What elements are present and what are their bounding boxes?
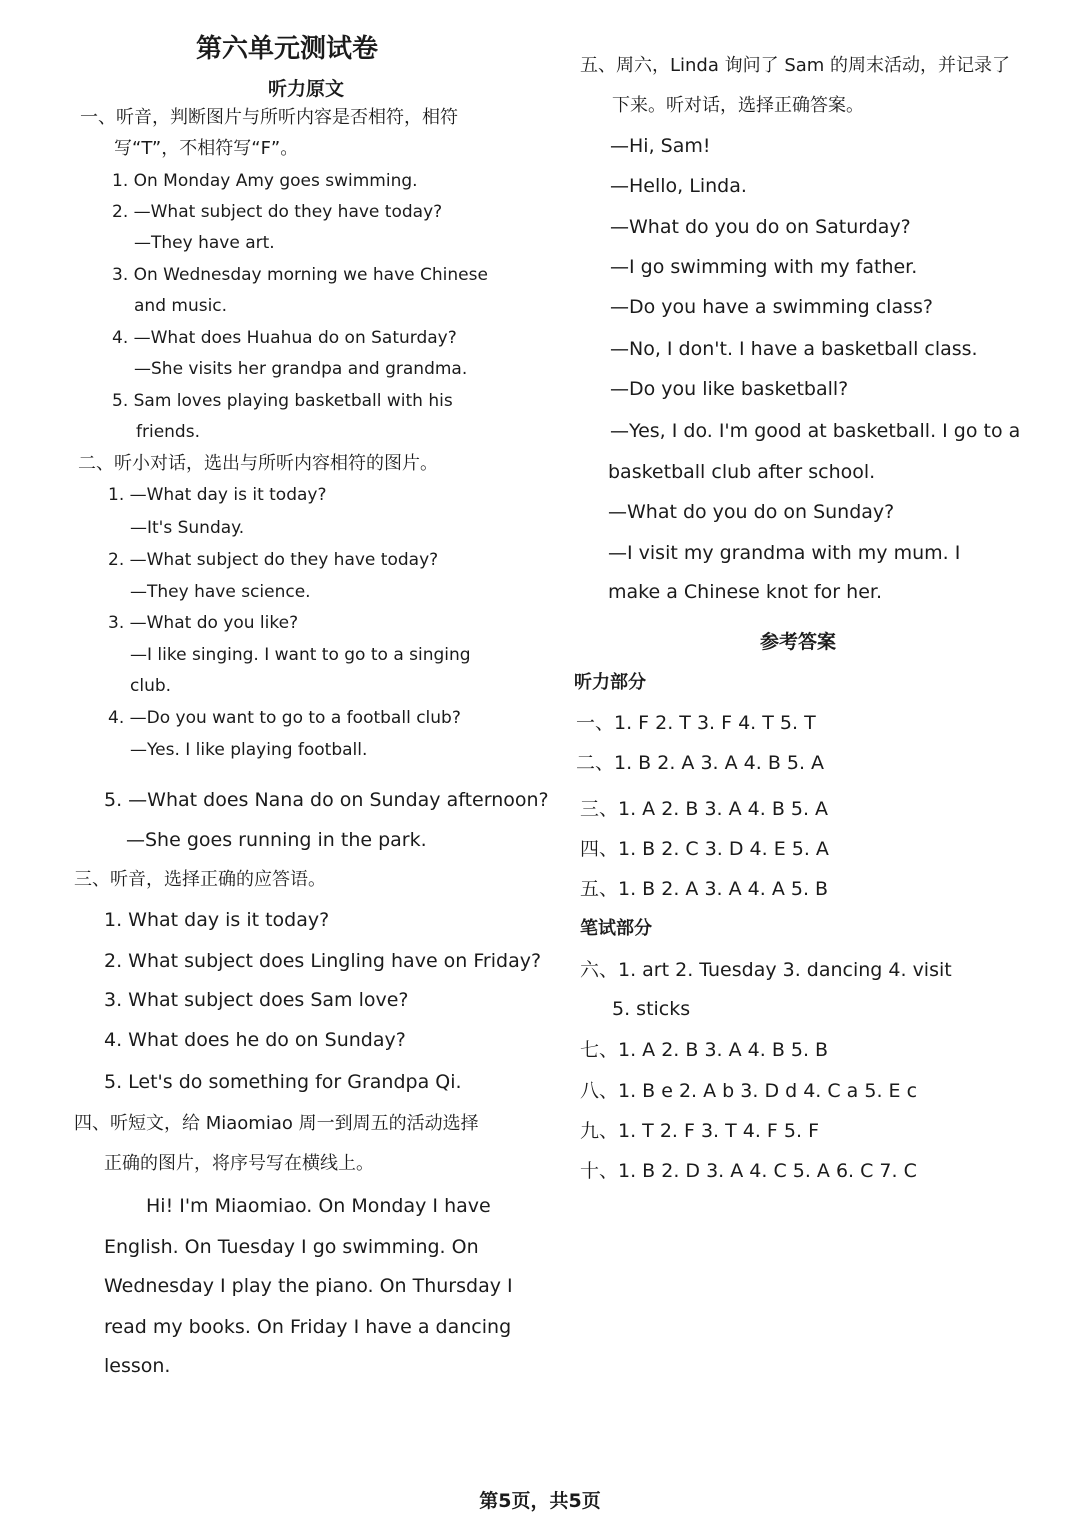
section4-instruction-cont: 正确的图片，将序号写在横线上。 [104, 1153, 374, 1174]
answer-row: 八、1. B e 2. A b 3. D d 4. C a 5. E c [580, 1080, 918, 1102]
section2-item: —They have science. [130, 582, 311, 602]
section2-item: 5. —What does Nana do on Sunday afternoon? [104, 789, 549, 811]
page-title: 第六单元测试卷 [196, 34, 379, 64]
section1-instruction-cont: 写“T”，不相符写“F”。 [114, 138, 299, 159]
section2-item: 3. —What do you like? [108, 613, 299, 633]
dialogue-line: —I visit my grandma with my mum. I [608, 542, 961, 564]
section2-item: —It's Sunday. [130, 518, 245, 538]
section4-passage-line: read my books. On Friday I have a dancing [104, 1316, 512, 1338]
dialogue-line: —Do you like basketball? [610, 378, 849, 400]
answer-row: 四、1. B 2. C 3. D 4. E 5. A [580, 838, 829, 860]
section1-item: —She visits her grandpa and grandma. [134, 359, 468, 379]
section5-instruction: 五、周六，Linda 询问了 Sam 的周末活动，并记录了 [580, 55, 1011, 76]
answer-row: 一、1. F 2. T 3. F 4. T 5. T [576, 712, 816, 734]
section1-item: 2. —What subject do they have today? [112, 202, 443, 222]
dialogue-line: —I go swimming with my father. [610, 256, 918, 278]
dialogue-line: —What do you do on Sunday? [608, 501, 895, 523]
answer-row: 5. sticks [612, 998, 691, 1020]
section2-item: 1. —What day is it today? [108, 485, 327, 505]
section4-passage-line: Hi! I'm Miaomiao. On Monday I have [146, 1195, 491, 1217]
section4-passage-line: lesson. [104, 1355, 171, 1377]
answer-row: 二、1. B 2. A 3. A 4. B 5. A [576, 752, 825, 774]
dialogue-line: —What do you do on Saturday? [610, 216, 911, 238]
answer-key-heading: 参考答案 [760, 631, 837, 653]
section3-item: 5. Let's do something for Grandpa Qi. [104, 1071, 462, 1093]
dialogue-line: —Do you have a swimming class? [610, 296, 933, 318]
section1-item: —They have art. [134, 233, 275, 253]
answer-row: 九、1. T 2. F 3. T 4. F 5. F [580, 1120, 819, 1142]
section1-instruction: 一、听音，判断图片与所听内容是否相符，相符 [80, 107, 458, 128]
section2-item: 2. —What subject do they have today? [108, 550, 439, 570]
answer-row: 五、1. B 2. A 3. A 4. A 5. B [580, 878, 829, 900]
section4-passage-line: Wednesday I play the piano. On Thursday I [104, 1275, 513, 1297]
section3-instruction: 三、听音，选择正确的应答语。 [74, 869, 326, 890]
listening-script-heading: 听力原文 [268, 78, 345, 100]
section2-item: —I like singing. I want to go to a singing [130, 645, 471, 665]
section5-instruction-cont: 下来。听对话，选择正确答案。 [612, 95, 864, 116]
written-part-label: 笔试部分 [580, 918, 652, 939]
page-footer: 第5页，共5页 [479, 1490, 601, 1512]
section3-item: 2. What subject does Lingling have on Friday? [104, 950, 542, 972]
dialogue-line: make a Chinese knot for her. [608, 581, 882, 603]
section1-item: 4. —What does Huahua do on Saturday? [112, 328, 457, 348]
answer-row: 十、1. B 2. D 3. A 4. C 5. A 6. C 7. C [580, 1160, 917, 1182]
section2-item: club. [130, 676, 172, 696]
answer-row: 六、1. art 2. Tuesday 3. dancing 4. visit [580, 959, 952, 981]
section3-item: 1. What day is it today? [104, 909, 330, 931]
dialogue-line: —Hello, Linda. [610, 175, 747, 197]
section4-instruction: 四、听短文，给 Miaomiao 周一到周五的活动选择 [74, 1113, 479, 1134]
section1-item: 5. Sam loves playing basketball with his [112, 391, 453, 411]
section2-instruction: 二、听小对话，选出与所听内容相符的图片。 [78, 453, 438, 474]
section2-item: 4. —Do you want to go to a football club? [108, 708, 461, 728]
answer-row: 七、1. A 2. B 3. A 4. B 5. B [580, 1039, 829, 1061]
section3-item: 4. What does he do on Sunday? [104, 1029, 406, 1051]
section1-item: and music. [134, 296, 228, 316]
section1-item: 1. On Monday Amy goes swimming. [112, 171, 418, 191]
dialogue-line: —No, I don't. I have a basketball class. [610, 338, 978, 360]
dialogue-line: —Yes, I do. I'm good at basketball. I go to a [610, 420, 1021, 442]
listening-part-label: 听力部分 [574, 672, 646, 693]
dialogue-line: —Hi, Sam! [610, 135, 711, 157]
section4-passage-line: English. On Tuesday I go swimming. On [104, 1236, 479, 1258]
dialogue-line: basketball club after school. [608, 461, 876, 483]
answer-row: 三、1. A 2. B 3. A 4. B 5. A [580, 798, 829, 820]
section2-item: —She goes running in the park. [126, 829, 427, 851]
section2-item: —Yes. I like playing football. [130, 740, 368, 760]
section1-item: friends. [136, 422, 200, 442]
section1-item: 3. On Wednesday morning we have Chinese [112, 265, 488, 285]
section3-item: 3. What subject does Sam love? [104, 989, 409, 1011]
